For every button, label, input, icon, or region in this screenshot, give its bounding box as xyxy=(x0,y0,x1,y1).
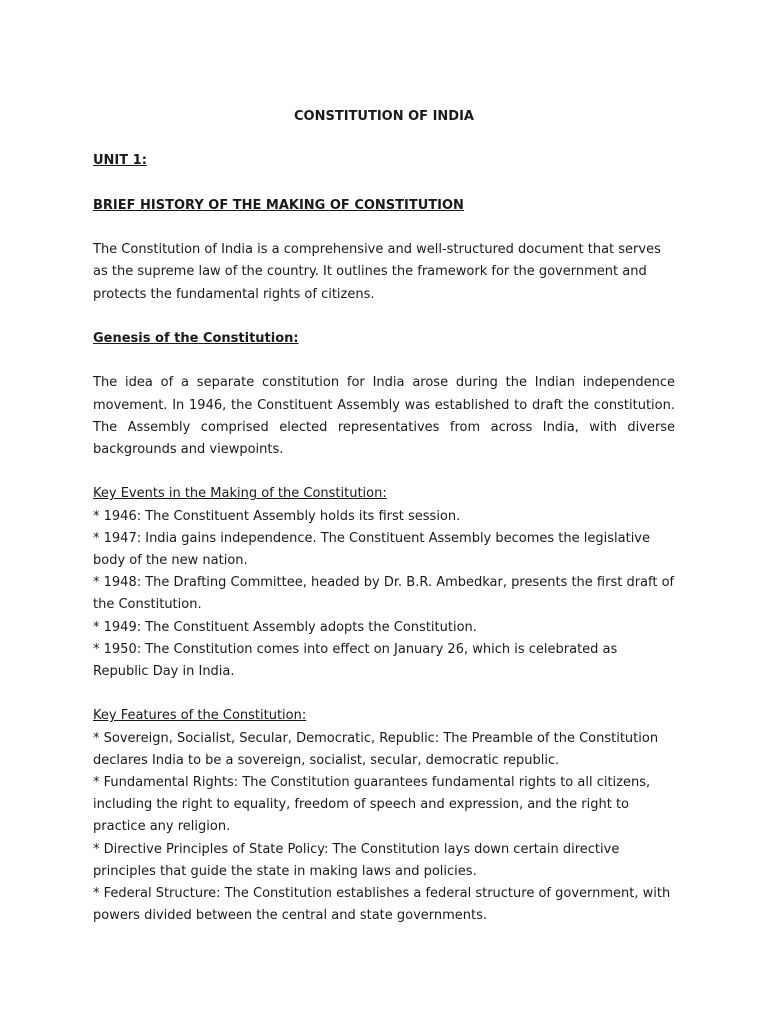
genesis-paragraph: The idea of a separate constitution for India arose during the Indian independence movement. In 1946, the Constituent Assembly was established to draft the constitution. The Assembly comprised elected representatives from across India, with diverse backgrounds and viewpoints. xyxy=(93,375,675,457)
document-body xyxy=(93,106,675,927)
list-item: * 1946: The Constituent Assembly holds its first session. xyxy=(93,508,461,524)
document-title: CONSTITUTION OF INDIA xyxy=(294,109,474,124)
genesis-heading: Genesis of the Constitution: xyxy=(93,330,299,346)
list-item: * Sovereign, Socialist, Secular, Democratic, Republic: The Preamble of the Constitution declares India to be a sovereign, socialist, secular, democratic republic. xyxy=(93,730,659,768)
list-item: * Directive Principles of State Policy: The Constitution lays down certain directive principles that guide the state in making laws and policies. xyxy=(93,841,620,879)
list-item: * 1948: The Drafting Committee, headed by Dr. B.R. Ambedkar, presents the first draft of the Constitution. xyxy=(93,575,675,613)
features-list xyxy=(93,728,675,928)
features-heading: Key Features of the Constitution: xyxy=(93,708,307,724)
list-item: * Fundamental Rights: The Constitution guarantees fundamental rights to all citizens, including the right to equality, freedom of speech and expression, and the right to practice any religion. xyxy=(93,774,651,835)
unit-heading: UNIT 1: xyxy=(93,153,147,169)
list-item: * 1950: The Constitution comes into effect on January 26, which is celebrated as Republic Day in India. xyxy=(93,641,618,679)
list-item: * Federal Structure: The Constitution establishes a federal structure of government, with powers divided between the central and state governments. xyxy=(93,886,671,924)
events-list xyxy=(93,506,675,684)
list-item: * 1949: The Constituent Assembly adopts the Constitution. xyxy=(93,619,477,635)
list-item: * 1947: India gains independence. The Constituent Assembly becomes the legislative body of the new nation. xyxy=(93,530,650,568)
events-heading: Key Events in the Making of the Constitution: xyxy=(93,486,387,502)
intro-paragraph: The Constitution of India is a comprehensive and well-structured document that serves as the supreme law of the country. It outlines the framework for the government and protects the fundamental rights of citizens. xyxy=(93,242,661,302)
section-heading: BRIEF HISTORY OF THE MAKING OF CONSTITUTION xyxy=(93,197,464,213)
